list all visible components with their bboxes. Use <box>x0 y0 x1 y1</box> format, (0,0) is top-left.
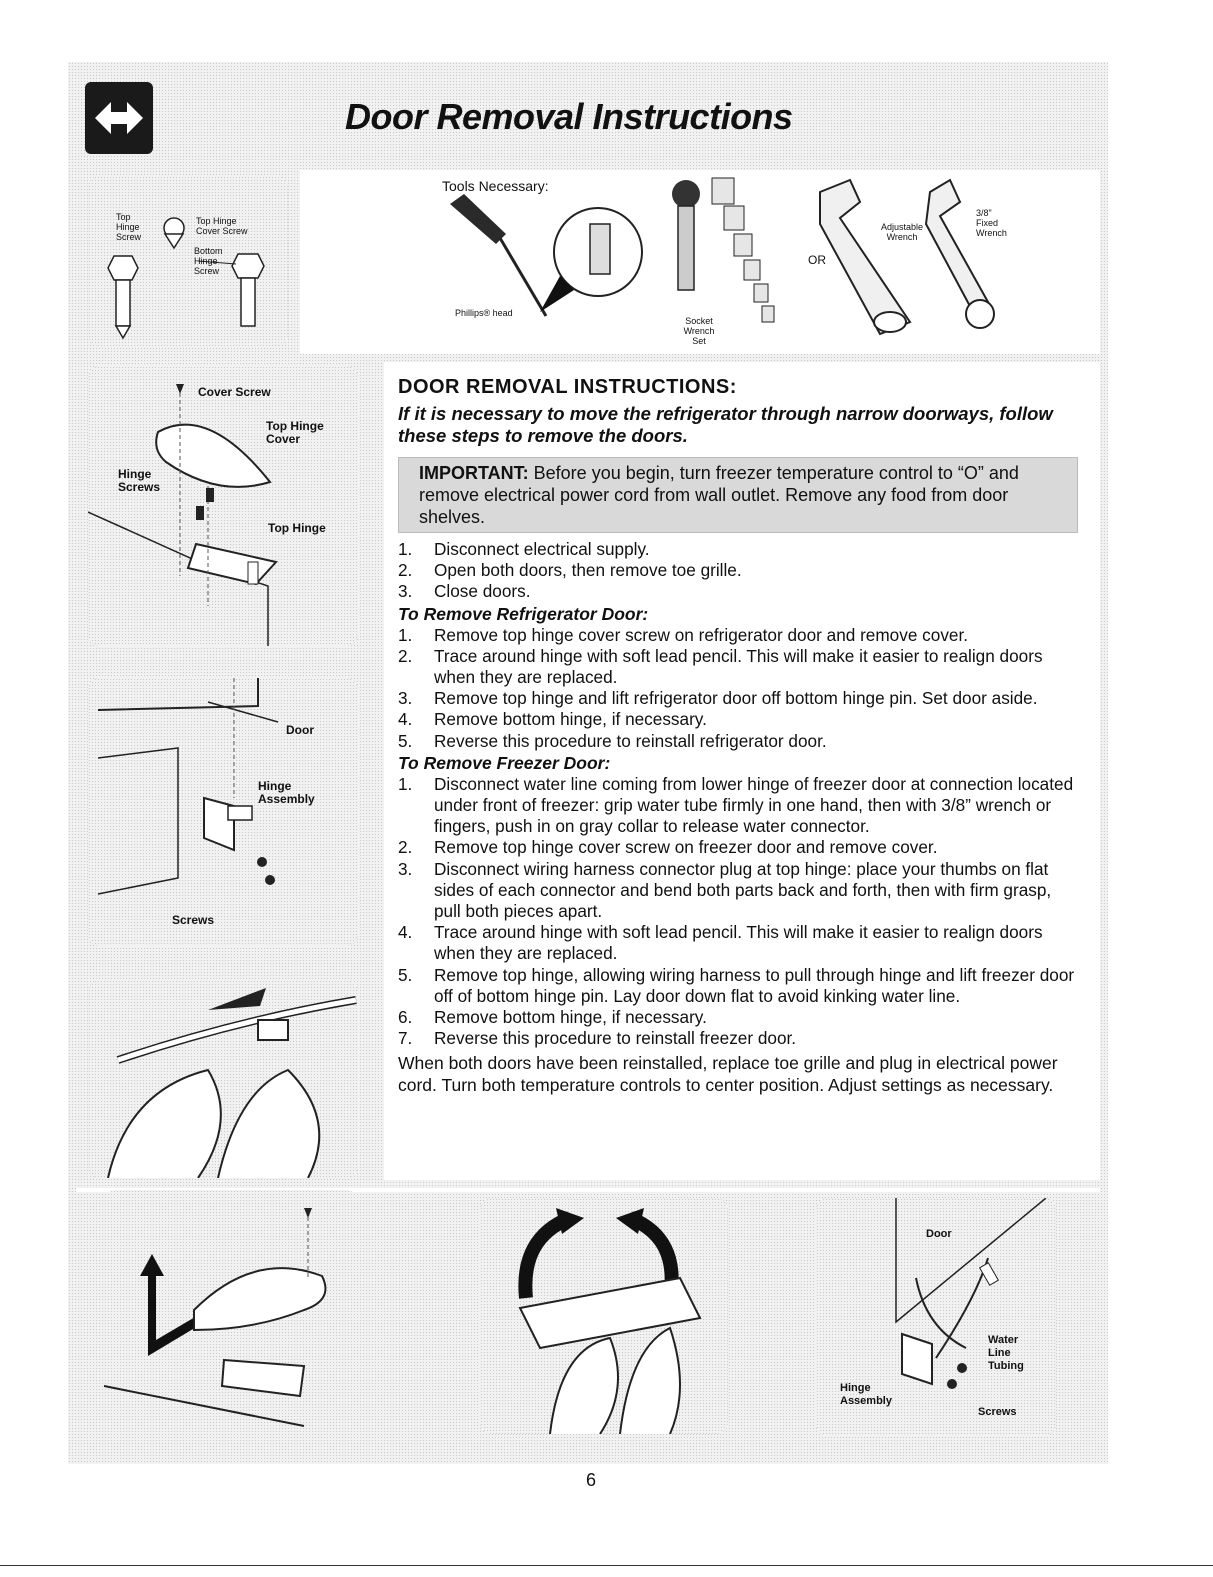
top-hinge-label: Top Hinge <box>268 521 326 535</box>
list-item: 4. Trace around hinge with soft lead pencil. This will make it easier to realign doors when they are replaced. <box>398 922 1043 964</box>
list-item: 7. Reverse this procedure to reinstall freezer door. <box>398 1028 797 1049</box>
list-item: 6. Remove bottom hinge, if necessary. <box>398 1007 707 1028</box>
figure-wiring-harness <box>480 1198 728 1434</box>
important-text: Before you begin, turn freezer temperature control to “O” and remove electrical power cord from wall outlet. Remove any food from door shelves. <box>419 463 1019 527</box>
list-item: 1. Disconnect electrical supply. <box>398 539 650 559</box>
list-item: 5. Reverse this procedure to reinstall refrigerator door. <box>398 730 827 751</box>
fixed-wrench-label: 3/8" Fixed Wrench <box>976 208 1007 238</box>
top-hinge-screw-label: Top Hinge Screw <box>116 212 142 242</box>
adjustable-wrench-label: Adjustable Wrench <box>880 222 924 242</box>
fixed-wrench-icon <box>926 180 994 328</box>
hinge-assembly-label-fig6: Hinge Assembly <box>840 1382 892 1407</box>
figure-water-line-tubing <box>816 1198 1056 1436</box>
freezer-heading: To Remove Freezer Door: <box>398 752 611 773</box>
list-item: 2. Open both doors, then remove toe grille. <box>398 560 742 581</box>
figure-top-hinge <box>88 366 358 646</box>
fridge-heading: To Remove Refrigerator Door: <box>398 603 649 624</box>
hinge-screws-label: Hinge Screws <box>118 467 161 494</box>
intro-text: If it is necessary to move the refrigerator through narrow doorways, follow these steps to remove the doors. <box>398 403 1053 446</box>
screws-label: Screws <box>172 913 215 927</box>
door-label-fig6: Door <box>926 1228 952 1240</box>
list-item: 3. Disconnect wiring harness connector plug at top hinge: place your thumbs on flat sides of each connector and bend both parts back and forth, then with firm grasp, pull both pieces apart. <box>398 858 1052 922</box>
hinge-assembly-label: Hinge Assembly <box>258 779 315 806</box>
section-heading: DOOR REMOVAL INSTRUCTIONS: <box>398 376 737 398</box>
list-item: 3. Close doors. <box>398 581 531 602</box>
list-item: 2. Remove top hinge cover screw on freezer door and remove cover. <box>398 837 938 858</box>
water-line-illustration <box>88 980 358 1178</box>
top-hinge-cover-label: Top Hinge Cover <box>266 419 324 446</box>
list-item: 2. Trace around hinge with soft lead pencil. This will make it easier to realign doors when they are replaced. <box>398 645 1043 688</box>
door-label: Door <box>286 723 314 737</box>
top-hinge-illustration <box>88 366 358 646</box>
screws-illustration <box>88 176 288 346</box>
water-line-tubing-label: Water Line Tubing <box>988 1334 1024 1372</box>
phillips-label: Phillips® head <box>455 308 513 318</box>
double-arrow-icon <box>85 82 153 154</box>
lift-door-illustration <box>104 1190 358 1440</box>
important-notice <box>398 457 1078 533</box>
tools-illustration <box>440 172 1080 352</box>
important-label: IMPORTANT: <box>419 463 529 483</box>
bottom-hinge-screw-label: Bottom Hinge Screw <box>194 246 223 276</box>
adjustable-wrench-icon <box>820 180 910 334</box>
socket-wrench-set-icon <box>672 178 774 322</box>
top-hinge-cover-screw-label: Top Hinge Cover Screw <box>196 216 248 236</box>
phillips-screwdriver-icon <box>450 194 642 316</box>
instructions-content <box>398 376 1078 1096</box>
figure-water-line <box>88 980 358 1178</box>
list-item: 1. Remove top hinge cover screw on refrigerator door and remove cover. <box>398 624 969 645</box>
bottom-hinge-illustration <box>88 678 358 946</box>
list-item: 3. Remove top hinge and lift refrigerator door off bottom hinge pin. Set door aside. <box>398 688 1038 709</box>
socket-label: Socket Wrench Set <box>683 316 715 346</box>
wiring-harness-illustration <box>480 1198 728 1434</box>
page-title: Door Removal Instructions <box>345 96 793 137</box>
list-item: 4. Remove bottom hinge, if necessary. <box>398 709 707 730</box>
figure-bottom-hinge <box>88 678 358 946</box>
or-label: OR <box>808 253 826 267</box>
screws-panel <box>88 176 288 346</box>
list-item: 5. Remove top hinge, allowing wiring harness to pull through hinge and lift freezer door off of bottom hinge pin. Lay door down flat to avoid kinking water line. <box>398 964 1075 1006</box>
tools-label: Tools Necessary: <box>442 178 549 194</box>
cover-screw-label: Cover Screw <box>198 385 271 399</box>
freezer-steps <box>398 774 1078 1050</box>
closing-text: When both doors have been reinstalled, replace toe grille and plug in electrical power cord. Turn both temperature controls to center position. Adjust settings as necessary. <box>398 1053 1058 1095</box>
figure-lift-door <box>104 1190 358 1440</box>
page-number: 6 <box>586 1470 597 1490</box>
bottom-rule <box>0 1565 1213 1566</box>
general-steps <box>398 539 1078 603</box>
screws-label-fig6: Screws <box>978 1406 1017 1418</box>
fridge-steps <box>398 625 1078 752</box>
list-item: 1. Disconnect water line coming from lower hinge of freezer door at connection located under front of freezer: grip water tube firmly in one hand, then with 3/8” wrench or fingers, push in on gray collar to release water connector. <box>398 773 1074 837</box>
